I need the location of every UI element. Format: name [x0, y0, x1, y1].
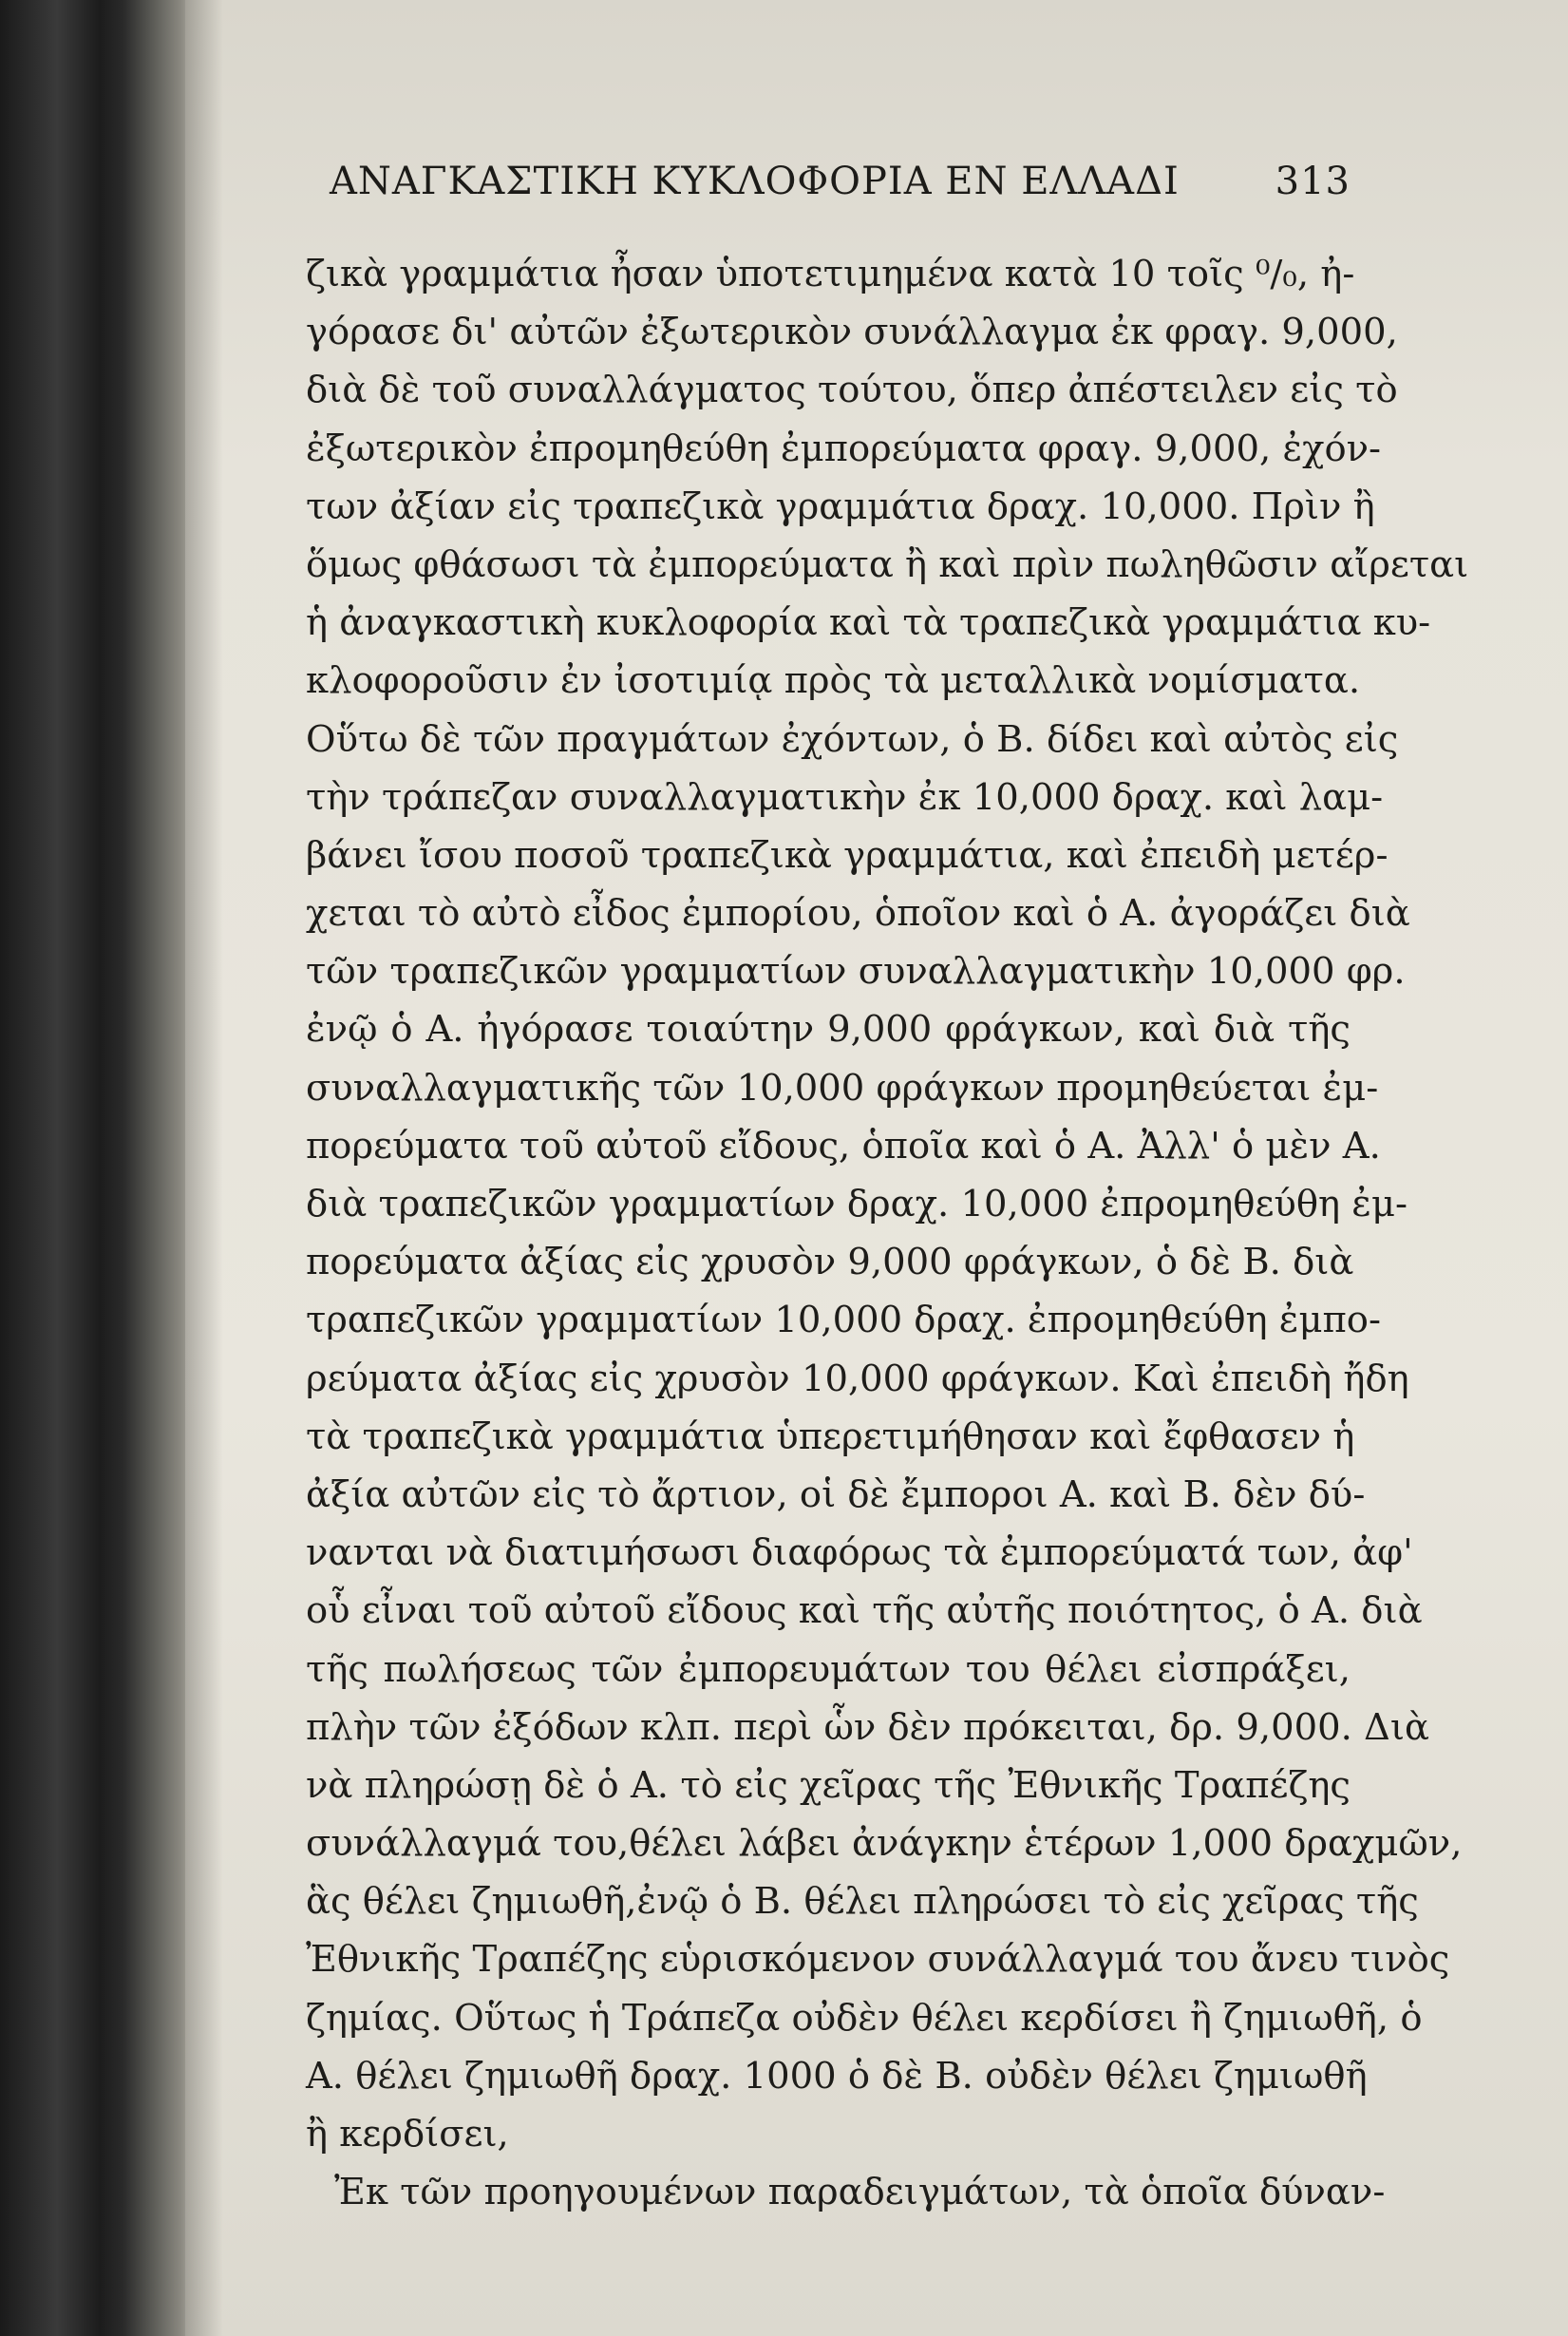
text-line: χεται τὸ αὐτὸ εἶδος ἐμπορίου, ὁποῖον καὶ ὁ Α. ἀγοράζει διὰ [306, 892, 1410, 936]
text-line: Οὕτω δὲ τῶν πραγμάτων ἐχόντων, ὁ Β. δίδει καὶ αὐτὸς εἰς [306, 717, 1399, 761]
text-line: διὰ τραπεζικῶν γραμματίων δραχ. 10,000 ἐπρομηθεύθη ἐμ- [306, 1183, 1408, 1225]
text-line: ζημίας. Οὕτως ἡ Τράπεζα οὐδὲν θέλει κερδίσει ἢ ζημιωθῆ, ὁ [306, 1996, 1423, 2040]
text-line: τραπεζικῶν γραμματίων 10,000 δραχ. ἐπρομηθεύθη ἐμπο- [306, 1299, 1381, 1342]
text-line: συναλλαγματικῆς τῶν 10,000 φράγκων προμηθεύεται ἐμ- [306, 1066, 1379, 1110]
text-line: ἀξία αὐτῶν εἰς τὸ ἄρτιον, οἱ δὲ ἔμποροι Α. καὶ Β. δὲν δύ- [306, 1472, 1366, 1516]
text-line: τῶν τραπεζικῶν γραμματίων συναλλαγματικὴν 10,000 φρ. [306, 950, 1406, 994]
text-line: πλὴν τῶν ἐξόδων κλπ. περὶ ὧν δὲν πρόκειται, δρ. 9,000. Διὰ [306, 1705, 1429, 1749]
text-line: πορεύματα ἀξίας εἰς χρυσὸν 9,000 φράγκων, ὁ δὲ Β. διὰ [306, 1241, 1354, 1284]
text-line: συνάλλαγμά του,θέλει λάβει ἀνάγκην ἑτέρων 1,000 δραχμῶν, [306, 1822, 1463, 1866]
text-line: ἐξωτερικὸν ἐπρομηθεύθη ἐμπορεύματα φραγ. 9,000, ἐχόν- [306, 427, 1382, 470]
text-line: ἐνῷ ὁ Α. ἠγόρασε τοιαύτην 9,000 φράγκων, καὶ διὰ τῆς [306, 1008, 1351, 1052]
text-line: των ἀξίαν εἰς τραπεζικὰ γραμμάτια δραχ. 10,000. Πρὶν ἢ [306, 484, 1375, 528]
text-line: διὰ δὲ τοῦ συναλλάγματος τούτου, ὅπερ ἀπέστειλεν εἰς τὸ [306, 369, 1398, 412]
text-line: γόρασε δι' αὐτῶν ἐξωτερικὸν συνάλλαγμα ἐκ φραγ. 9,000, [306, 311, 1398, 354]
running-head [330, 160, 1351, 217]
text-line: πορεύματα τοῦ αὐτοῦ εἴδους, ὁποῖα καὶ ὁ Α. Ἀλλ' ὁ μὲν Α. [306, 1124, 1381, 1168]
text-line: ζικὰ γραμμάτια ἦσαν ὑποτετιμημένα κατὰ 10 τοῖς ⁰/₀, ἠ- [306, 253, 1355, 295]
text-line: Ἐκ τῶν προηγουμένων παραδειγμάτων, τὰ ὁποῖα δύναν- [334, 2171, 1386, 2214]
text-line: τὰ τραπεζικὰ γραμμάτια ὑπερετιμήθησαν καὶ ἔφθασεν ἡ [306, 1415, 1355, 1458]
text-line: νὰ πληρώσῃ δὲ ὁ Α. τὸ εἰς χεῖρας τῆς Ἐθνικῆς Τραπέζης [306, 1763, 1351, 1807]
text-line: Ἐθνικῆς Τραπέζης εὑρισκόμενον συνάλλαγμά του ἄνευ τινὸς [306, 1938, 1450, 1982]
text-line: ἃς θέλει ζημιωθῆ,ἐνῷ ὁ Β. θέλει πληρώσει τὸ εἰς χεῖρας τῆς [306, 1880, 1419, 1924]
body-text [306, 245, 1469, 2221]
text-line: οὗ εἶναι τοῦ αὐτοῦ εἴδους καὶ τῆς αὐτῆς ποιότητος, ὁ Α. διὰ [306, 1589, 1423, 1633]
running-head-title: ΑΝΑΓΚΑΣΤΙΚΗ ΚΥΚΛΟΦΟΡΙΑ ΕΝ ΕΛΛΑΔΙ [330, 160, 1180, 203]
text-line: νανται νὰ διατιμήσωσι διαφόρως τὰ ἐμπορεύματά των, ἀφ' [306, 1531, 1413, 1575]
text-line: ἢ κερδίσει, [306, 2113, 509, 2156]
text-line: Α. θέλει ζημιωθῆ δραχ. 1000 ὁ δὲ Β. οὐδὲν θέλει ζημιωθῆ [306, 2054, 1368, 2098]
text-line: ρεύματα ἀξίας εἰς χρυσὸν 10,000 φράγκων. Καὶ ἐπειδὴ ἤδη [306, 1357, 1409, 1400]
page-number: 313 [1275, 160, 1351, 203]
text-line: κλοφοροῦσιν ἐν ἰσοτιμίᾳ πρὸς τὰ μεταλλικὰ νομίσματα. [306, 659, 1361, 703]
text-line: ἡ ἀναγκαστικὴ κυκλοφορία καὶ τὰ τραπεζικὰ γραμμάτια κυ- [306, 601, 1431, 645]
text-line: τὴν τράπεζαν συναλλαγματικὴν ἐκ 10,000 δραχ. καὶ λαμ- [306, 775, 1384, 819]
text-line: τῆς πωλήσεως τῶν ἐμπορευμάτων του θέλει εἰσπράξει, [306, 1647, 1351, 1691]
text-line: ὅμως φθάσωσι τὰ ἐμπορεύματα ἢ καὶ πρὶν πωληθῶσιν αἴρεται [306, 542, 1469, 586]
text-line: βάνει ἴσου ποσοῦ τραπεζικὰ γραμμάτια, καὶ ἐπειδὴ μετέρ- [306, 833, 1389, 877]
